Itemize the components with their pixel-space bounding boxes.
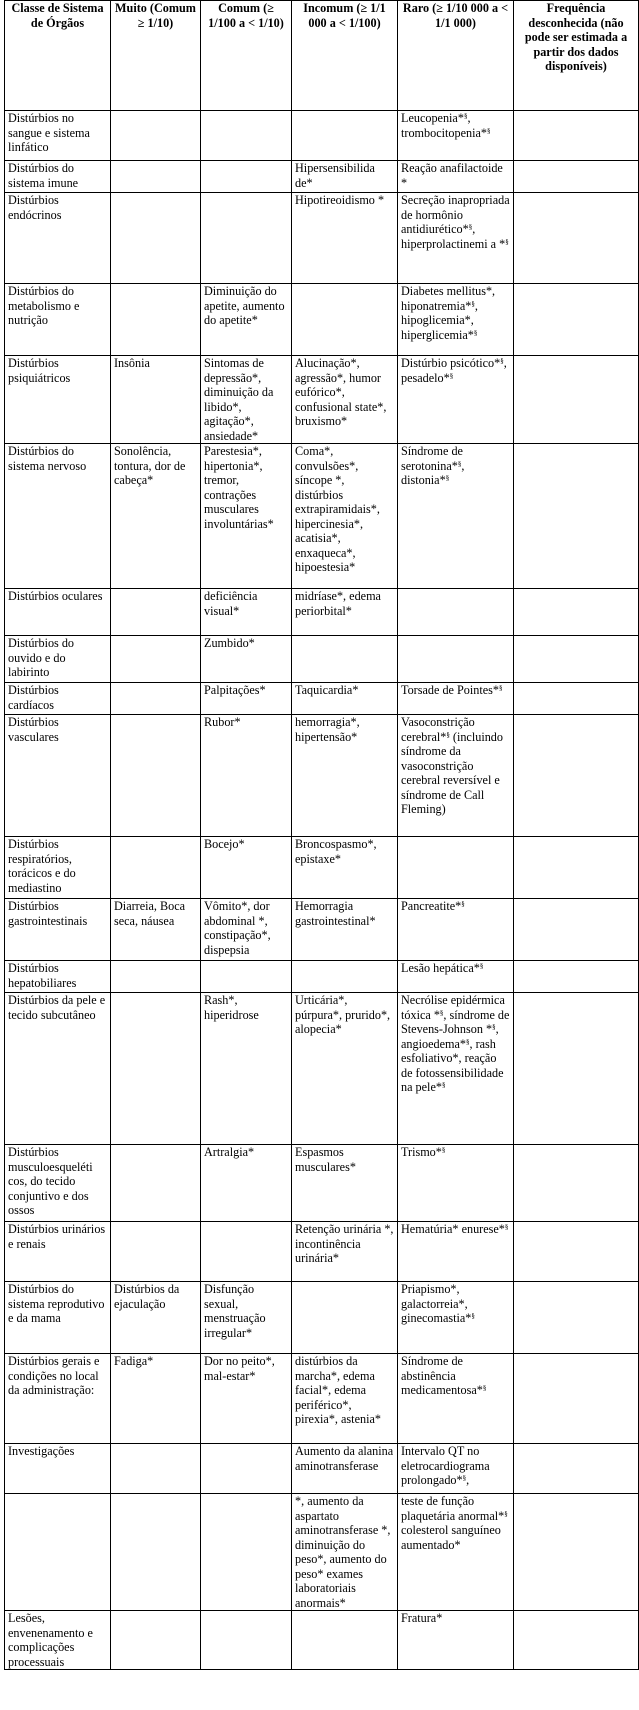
rare-cell: Distúrbio psicótico*§, pesadelo*§ (398, 356, 514, 444)
table-row (5, 1282, 639, 1354)
unknown-frequency-cell (514, 636, 639, 683)
table-row (5, 961, 639, 993)
very-common-cell (111, 1444, 201, 1494)
uncommon-cell: hemorragia*, hipertensão* (292, 715, 398, 837)
table-row (5, 161, 639, 193)
very-common-cell (111, 636, 201, 683)
unknown-frequency-cell (514, 1354, 639, 1444)
rare-cell: Reação anafilactoide * (398, 161, 514, 193)
very-common-cell (111, 683, 201, 715)
organ-class-cell: Distúrbios do metabolismo e nutrição (5, 284, 111, 356)
organ-class-cell: Lesões, envenenamento e complicações processuais (5, 1611, 111, 1670)
rare-cell (398, 589, 514, 636)
very-common-cell: Sonolência, tontura, dor de cabeça* (111, 444, 201, 589)
common-cell: Parestesia*, hipertonia*, tremor, contrações musculares involuntárias* (201, 444, 292, 589)
table-row (5, 715, 639, 837)
rare-cell: Torsade de Pointes*§ (398, 683, 514, 715)
very-common-cell (111, 284, 201, 356)
rare-cell: Lesão hepática*§ (398, 961, 514, 993)
organ-class-cell: Distúrbios no sangue e sistema linfático (5, 111, 111, 161)
unknown-frequency-cell (514, 589, 639, 636)
uncommon-cell: Urticária*, púrpura*, prurido*, alopecia* (292, 993, 398, 1145)
uncommon-cell: Hipersensibilida de* (292, 161, 398, 193)
table-body (5, 111, 639, 1670)
very-common-cell (111, 961, 201, 993)
unknown-frequency-cell (514, 1222, 639, 1282)
uncommon-cell (292, 961, 398, 993)
uncommon-cell: *, aumento da aspartato aminotransferase *, diminuição do peso*, aumento do peso* exames laboratoriais anormais* (292, 1494, 398, 1611)
common-cell: Bocejo* (201, 837, 292, 899)
rare-cell: Priapismo*, galactorreia*, ginecomastia*§ (398, 1282, 514, 1354)
very-common-cell (111, 111, 201, 161)
common-cell: Sintomas de depressão*, diminuição da libido*, agitação*, ansiedade* (201, 356, 292, 444)
table-row (5, 1145, 639, 1222)
uncommon-cell (292, 1611, 398, 1670)
unknown-frequency-cell (514, 444, 639, 589)
very-common-cell (111, 1145, 201, 1222)
rare-cell: Secreção inapropriada de hormônio antidiurético*§, hiperprolactinemi a *§ (398, 193, 514, 284)
unknown-frequency-cell (514, 715, 639, 837)
rare-cell: Diabetes mellitus*, hiponatremia*§, hipoglicemia*, hiperglicemia*§ (398, 284, 514, 356)
rare-cell: Necrólise epidérmica tóxica *§, síndrome de Stevens-Johnson *§, angioedema*§, rash esfoliativo*, reação de fotossensibilidade na pele*§ (398, 993, 514, 1145)
rare-cell: Intervalo QT no eletrocardiograma prolongado*§, (398, 1444, 514, 1494)
organ-class-cell: Distúrbios do ouvido e do labirinto (5, 636, 111, 683)
unknown-frequency-cell (514, 837, 639, 899)
common-cell: Artralgia* (201, 1145, 292, 1222)
uncommon-cell: Broncospasmo*, epistaxe* (292, 837, 398, 899)
very-common-cell (111, 993, 201, 1145)
rare-cell: Pancreatite*§ (398, 899, 514, 961)
uncommon-cell (292, 1282, 398, 1354)
header-unknown-frequency: Frequência desconhecida (não pode ser estimada a partir dos dados disponíveis) (514, 1, 639, 111)
organ-class-cell: Distúrbios urinários e renais (5, 1222, 111, 1282)
very-common-cell (111, 1611, 201, 1670)
very-common-cell: Diarreia, Boca seca, náusea (111, 899, 201, 961)
organ-class-cell: Distúrbios do sistema reprodutivo e da mama (5, 1282, 111, 1354)
uncommon-cell (292, 636, 398, 683)
uncommon-cell: Taquicardia* (292, 683, 398, 715)
rare-cell: Vasoconstrição cerebral*§ (incluindo síndrome da vasoconstrição cerebral reversível e síndrome de Call Fleming) (398, 715, 514, 837)
unknown-frequency-cell (514, 993, 639, 1145)
common-cell: Disfunção sexual, menstruação irregular* (201, 1282, 292, 1354)
organ-class-cell: Distúrbios vasculares (5, 715, 111, 837)
organ-class-cell: Distúrbios cardíacos (5, 683, 111, 715)
uncommon-cell (292, 111, 398, 161)
very-common-cell (111, 1494, 201, 1611)
unknown-frequency-cell (514, 284, 639, 356)
uncommon-cell: distúrbios da marcha*, edema facial*, edema periférico*, pirexia*, astenia* (292, 1354, 398, 1444)
very-common-cell: Insônia (111, 356, 201, 444)
unknown-frequency-cell (514, 193, 639, 284)
table-row (5, 636, 639, 683)
table-row (5, 837, 639, 899)
adverse-reactions-table (4, 0, 639, 1670)
common-cell (201, 1611, 292, 1670)
header-very-common: Muito (Comum ≥ 1/10) (111, 1, 201, 111)
very-common-cell (111, 193, 201, 284)
common-cell: deficiência visual* (201, 589, 292, 636)
table-row (5, 1222, 639, 1282)
header-row (5, 1, 639, 111)
unknown-frequency-cell (514, 1611, 639, 1670)
header-rare: Raro (≥ 1/10 000 a < 1/1 000) (398, 1, 514, 111)
unknown-frequency-cell (514, 961, 639, 993)
table-row (5, 1354, 639, 1444)
uncommon-cell: Espasmos musculares* (292, 1145, 398, 1222)
uncommon-cell: Coma*, convulsões*, síncope *, distúrbios extrapiramidais*, hipercinesia*, acatisia*, enxaqueca*, hipoestesia* (292, 444, 398, 589)
organ-class-cell: Investigações (5, 1444, 111, 1494)
rare-cell: Leucopenia*§, trombocitopenia*§ (398, 111, 514, 161)
common-cell: Vômito*, dor abdominal *, constipação*, dispepsia (201, 899, 292, 961)
rare-cell: Síndrome de serotonina*§, distonia*§ (398, 444, 514, 589)
common-cell (201, 1444, 292, 1494)
organ-class-cell: Distúrbios endócrinos (5, 193, 111, 284)
uncommon-cell: Hemorragia gastrointestinal* (292, 899, 398, 961)
uncommon-cell: Hipotireoidismo * (292, 193, 398, 284)
organ-class-cell: Distúrbios respiratórios, torácicos e do mediastino (5, 837, 111, 899)
very-common-cell (111, 161, 201, 193)
organ-class-cell: Distúrbios musculoesqueléti cos, do tecido conjuntivo e dos ossos (5, 1145, 111, 1222)
very-common-cell (111, 589, 201, 636)
rare-cell: Fratura* (398, 1611, 514, 1670)
rare-cell: teste de função plaquetária anormal*§ colesterol sanguíneo aumentado* (398, 1494, 514, 1611)
unknown-frequency-cell (514, 683, 639, 715)
organ-class-cell: Distúrbios hepatobiliares (5, 961, 111, 993)
unknown-frequency-cell (514, 111, 639, 161)
organ-class-cell: Distúrbios gastrointestinais (5, 899, 111, 961)
common-cell: Zumbido* (201, 636, 292, 683)
table-row (5, 193, 639, 284)
unknown-frequency-cell (514, 356, 639, 444)
table-row (5, 1611, 639, 1670)
organ-class-cell: Distúrbios da pele e tecido subcutâneo (5, 993, 111, 1145)
table-row (5, 899, 639, 961)
rare-cell (398, 837, 514, 899)
common-cell (201, 1494, 292, 1611)
header-common: Comum (≥ 1/100 a < 1/10) (201, 1, 292, 111)
unknown-frequency-cell (514, 899, 639, 961)
common-cell: Dor no peito*, mal-estar* (201, 1354, 292, 1444)
very-common-cell (111, 1222, 201, 1282)
table-row (5, 444, 639, 589)
organ-class-cell: Distúrbios do sistema nervoso (5, 444, 111, 589)
uncommon-cell: midríase*, edema periorbital* (292, 589, 398, 636)
very-common-cell: Distúrbios da ejaculação (111, 1282, 201, 1354)
rare-cell (398, 636, 514, 683)
uncommon-cell: Alucinação*, agressão*, humor eufórico*, confusional state*, bruxismo* (292, 356, 398, 444)
organ-class-cell: Distúrbios gerais e condições no local da administração: (5, 1354, 111, 1444)
unknown-frequency-cell (514, 1145, 639, 1222)
organ-class-cell (5, 1494, 111, 1611)
rare-cell: Trismo*§ (398, 1145, 514, 1222)
common-cell (201, 193, 292, 284)
rare-cell: Hematúria* enurese*§ (398, 1222, 514, 1282)
very-common-cell: Fadiga* (111, 1354, 201, 1444)
rare-cell: Síndrome de abstinência medicamentosa*§ (398, 1354, 514, 1444)
organ-class-cell: Distúrbios psiquiátricos (5, 356, 111, 444)
common-cell: Rash*, hiperidrose (201, 993, 292, 1145)
table-row (5, 111, 639, 161)
organ-class-cell: Distúrbios oculares (5, 589, 111, 636)
very-common-cell (111, 715, 201, 837)
common-cell (201, 161, 292, 193)
common-cell: Rubor* (201, 715, 292, 837)
unknown-frequency-cell (514, 161, 639, 193)
common-cell (201, 961, 292, 993)
very-common-cell (111, 837, 201, 899)
table-row (5, 1494, 639, 1611)
unknown-frequency-cell (514, 1494, 639, 1611)
organ-class-cell: Distúrbios do sistema imune (5, 161, 111, 193)
unknown-frequency-cell (514, 1444, 639, 1494)
table-row (5, 1444, 639, 1494)
uncommon-cell: Retenção urinária *, incontinência urinária* (292, 1222, 398, 1282)
table-row (5, 589, 639, 636)
uncommon-cell (292, 284, 398, 356)
header-organ-class: Classe de Sistema de Órgãos (5, 1, 111, 111)
common-cell: Palpitações* (201, 683, 292, 715)
unknown-frequency-cell (514, 1282, 639, 1354)
table-row (5, 683, 639, 715)
uncommon-cell: Aumento da alanina aminotransferase (292, 1444, 398, 1494)
table-row (5, 356, 639, 444)
table-row (5, 993, 639, 1145)
header-uncommon: Incomum (≥ 1/1 000 a < 1/100) (292, 1, 398, 111)
common-cell: Diminuição do apetite, aumento do apetite* (201, 284, 292, 356)
common-cell (201, 111, 292, 161)
table-row (5, 284, 639, 356)
common-cell (201, 1222, 292, 1282)
